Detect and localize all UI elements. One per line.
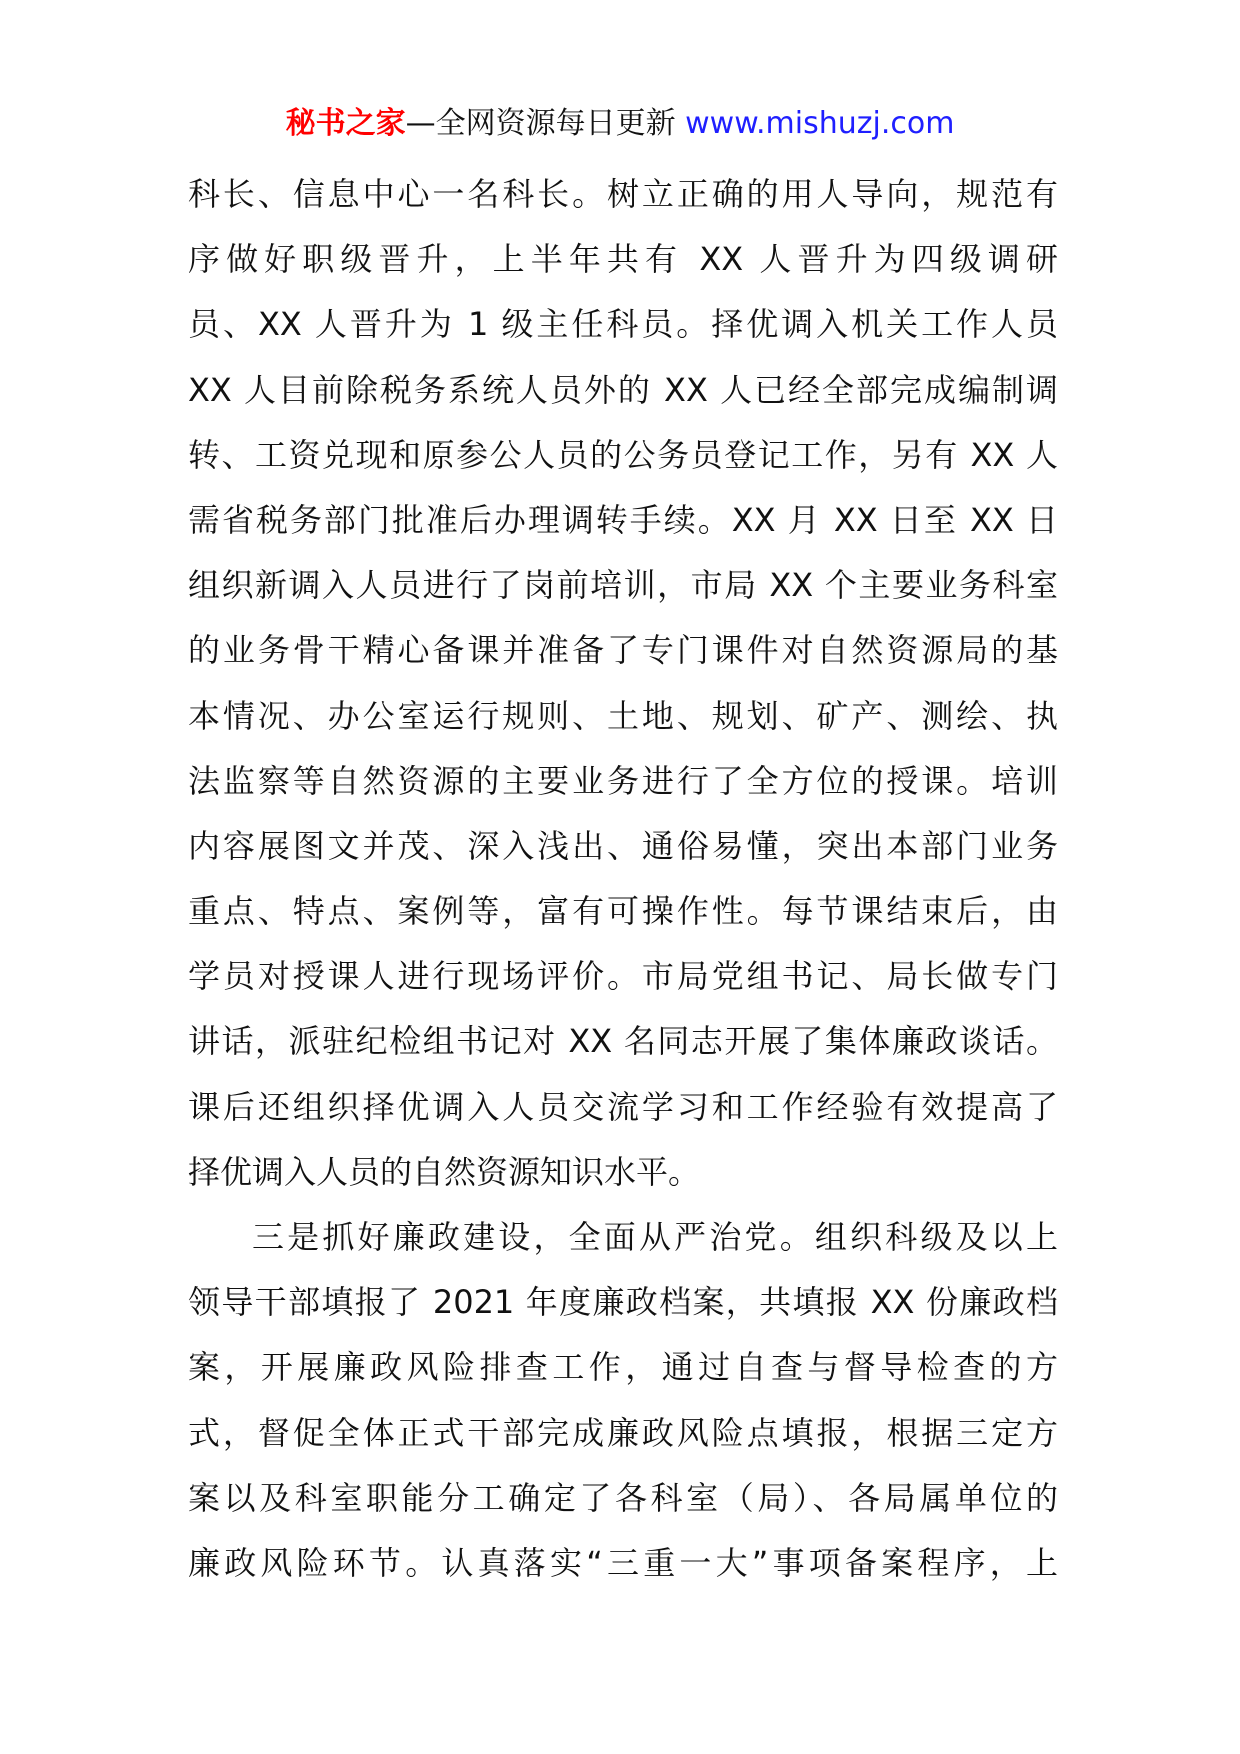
text-line: 案以及科室职能分工确定了各科室（局）、各局属单位的 <box>188 1478 1058 1517</box>
text-line: 式，督促全体正式干部完成廉政风险点填报，根据三定方 <box>188 1413 1058 1452</box>
text-line: 组织新调入人员进行了岗前培训，市局 XX 个主要业务科室 <box>188 566 1058 605</box>
text-line: XX 人目前除税务系统人员外的 XX 人已经全部完成编制调 <box>188 370 1058 409</box>
text-line: 需省税务部门批准后办理调转手续。XX 月 XX 日至 XX 日 <box>188 500 1058 539</box>
text-line: 三是抓好廉政建设，全面从严治党。组织科级及以上 <box>252 1218 1058 1256</box>
text-line: 学员对授课人进行现场评价。市局党组书记、局长做专门 <box>188 957 1058 996</box>
text-line: 科长、信息中心一名科长。树立正确的用人导向，规范有 <box>188 175 1058 213</box>
brand-name: 秘书之家 <box>285 106 406 141</box>
text-line: 廉政风险环节。认真落实“三重一大”事项备案程序，上 <box>188 1543 1058 1582</box>
text-line: 择优调入人员的自然资源知识水平。 <box>188 1152 701 1191</box>
text-line: 重点、特点、案例等，富有可操作性。每节课结束后，由 <box>188 892 1058 931</box>
paragraph <box>188 1205 1058 1596</box>
text-line: 法监察等自然资源的主要业务进行了全方位的授课。培训 <box>188 761 1058 800</box>
header-slogan: —全网资源每日更新 <box>405 106 676 141</box>
text-line: 转、工资兑现和原参公人员的公务员登记工作，另有 XX 人 <box>188 435 1058 474</box>
text-line: 领导干部填报了 2021 年度廉政档案，共填报 XX 份廉政档 <box>188 1283 1058 1322</box>
page-header <box>0 104 1240 144</box>
text-line: 讲话，派驻纪检组书记对 XX 名同志开展了集体廉政谈话。 <box>188 1022 1058 1061</box>
text-line: 员、XX 人晋升为 1 级主任科员。择优调入机关工作人员 <box>188 305 1058 344</box>
text-line: 内容展图文并茂、深入浅出、通俗易懂，突出本部门业务 <box>188 826 1058 865</box>
paragraph <box>188 162 1058 1205</box>
text-line: 的业务骨干精心备课并准备了专门课件对自然资源局的基 <box>188 631 1058 670</box>
text-line: 序做好职级晋升，上半年共有 XX 人晋升为四级调研 <box>188 240 1058 279</box>
text-line: 案，开展廉政风险排查工作，通过自查与督导检查的方 <box>188 1348 1058 1387</box>
website-link[interactable]: www.mishuzj.com <box>685 106 955 141</box>
text-line: 本情况、办公室运行规则、土地、规划、矿产、测绘、执 <box>188 696 1058 735</box>
document-body <box>188 162 1058 1596</box>
text-line: 课后还组织择优调入人员交流学习和工作经验有效提高了 <box>188 1087 1058 1126</box>
